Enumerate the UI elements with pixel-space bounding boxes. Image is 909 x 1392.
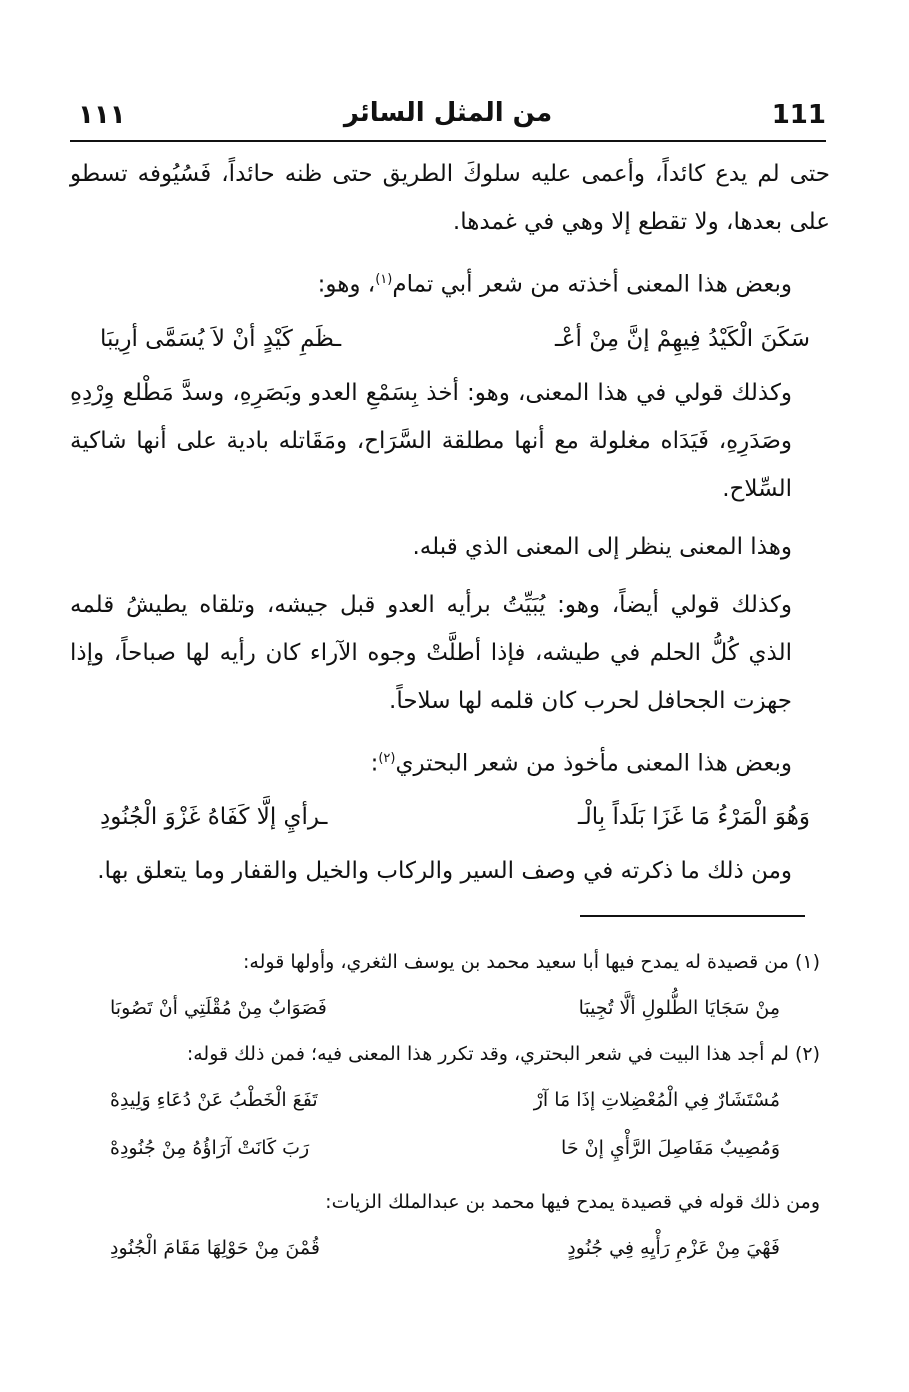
footnote-1-verse xyxy=(100,984,820,1032)
footnotes xyxy=(100,940,820,1272)
footnote-2-verse-3 xyxy=(100,1224,820,1272)
main-text xyxy=(70,150,830,895)
footnote-1-verse-second: فَصَوَابٌ مِنْ مُقْلَتِي أنْ تَصُوبَا xyxy=(110,997,327,1019)
paragraph-7: ومن ذلك ما ذكرته في وصف السير والركاب والخيل والقفار وما يتعلق بها. xyxy=(97,858,792,885)
page-header xyxy=(70,90,826,142)
paragraph-6-end: : xyxy=(370,750,379,777)
footnote-2-verse-3-second: قُمْنَ مِنْ حَوْلِهَا مَقَامَ الْجُنُودِ xyxy=(110,1237,320,1259)
footnote-separator xyxy=(580,915,805,917)
verse-2-second-hemistich: ـرأيِ إلَّا كَفَاهُ غَزْوَ الْجُنُودِ xyxy=(100,804,328,831)
verse-1-first-hemistich: سَكَنَ الْكَيْدُ فِيهِمْ إنَّ مِنْ أعْـ xyxy=(555,325,810,352)
footnote-2-verse-1-first: مُسْتَشَارٌ فِي الْمُعْضِلاتِ إذَا مَا آرْ xyxy=(533,1089,780,1111)
footnote-2-verse-2-first: وَمُصِيبٌ مَفَاصِلَ الرَّأْيِ إنْ حَا xyxy=(561,1137,780,1159)
paragraph-6 xyxy=(70,735,830,788)
footnote-2-verse-3-first: فَهْيَ مِنْ عَزْمِ رَأْيِهِ فِي جُنُودٍ xyxy=(567,1237,780,1259)
paragraph-4: وهذا المعنى ينظر إلى المعنى الذي قبله. xyxy=(412,533,792,560)
footnote-2-verse-1 xyxy=(100,1076,820,1124)
paragraph-2-text: وبعض هذا المعنى أخذته من شعر أبي تمام xyxy=(392,271,792,298)
paragraph-2 xyxy=(70,256,830,309)
footnote-2-verse-2-second: رَبَ كَانَتْ آرَاؤُهُ مِنْ جُنُودِهْ xyxy=(110,1137,310,1159)
verse-1 xyxy=(70,309,830,369)
footnote-2: (٢) لم أجد هذا البيت في شعر البحتري، وقد تكرر هذا المعنى فيه؛ فمن ذلك قوله: xyxy=(186,1043,820,1065)
footnote-ref-2: (٢) xyxy=(378,750,396,766)
page-number-arabic: ١١١ xyxy=(78,100,126,130)
verse-2 xyxy=(70,787,830,847)
paragraph-6-text: وبعض هذا المعنى مأخوذ من شعر البحتري xyxy=(395,750,792,777)
footnote-2-verse-1-second: تَفَعَ الْخَطْبُ عَنْ دُعَاءِ وَلِيدِهْ xyxy=(110,1089,318,1111)
footnote-2-continuation: ومن ذلك قوله في قصيدة يمدح فيها محمد بن عبدالملك الزيات: xyxy=(325,1191,820,1213)
paragraph-1: حتى لم يدع كائداً، وأعمى عليه سلوكَ الطريق حتى ظنه حائداً، فَسُيُوفه تسطو على بعدها، ولا تقطع إلا وهي في غمدها. xyxy=(70,161,830,235)
running-title: من المثل السائر xyxy=(343,98,553,128)
footnote-1: (١) من قصيدة له يمدح فيها أبا سعيد محمد بن يوسف الثغري، وأولها قوله: xyxy=(243,951,820,973)
footnote-ref-1: (١) xyxy=(375,272,393,287)
verse-1-second-hemistich: ـظَمِ كَيْدٍ أنْ لاَ يُسَمَّى أرِيبَا xyxy=(100,325,342,352)
footnote-2-verse-2 xyxy=(100,1124,820,1172)
paragraph-3: وكذلك قولي في هذا المعنى، وهو: أخذ بِسَمْعِ العدو وبَصَرِهِ، وسدَّ مَطْلع وِرْدِهِ وصَدَرِهِ، فَيَدَاه مغلولة مع أنها مطلقة السَّرَاح، ومَقَاتله بادية على أنها شاكية السِّلاح. xyxy=(70,379,792,502)
paragraph-2-end: ، وهو: xyxy=(317,271,376,298)
page-number-latin: 111 xyxy=(771,100,826,130)
paragraph-5: وكذلك قولي أيضاً، وهو: يُبَيِّتُ برأيه العدو قبل جيشه، وتلقاه يطيشُ قلمه الذي كُلُّ الحلم في طيشه، فإذا أطلَّتْ وجوه الآراء كان رأيه لها صباحاً، وإذا جهزت الجحافل لحرب كان قلمه لها سلاحاً. xyxy=(70,591,792,714)
footnote-1-verse-first: مِنْ سَجَايَا الطُّلولِ ألَّا تُجِيبَا xyxy=(578,997,780,1019)
verse-2-first-hemistich: وَهُوَ الْمَرْءُ مَا غَزَا بَلَداً بِالْـ xyxy=(578,804,810,831)
